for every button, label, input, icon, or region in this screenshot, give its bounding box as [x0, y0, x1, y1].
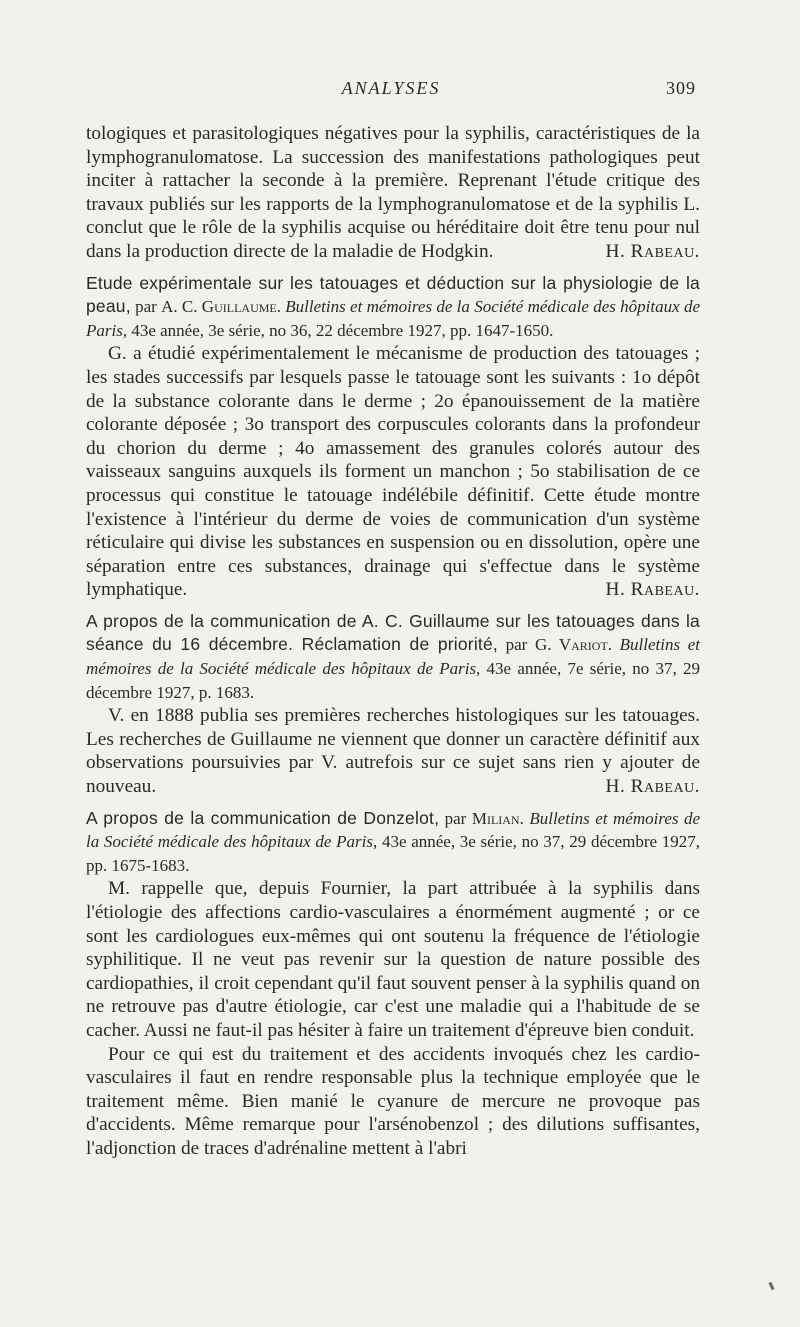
- abstract-body: V. en 1888 publia ses premières recherches histologiques sur les tatouages. Les recherches de Guillaume ne viennent que donner un caractère définitif aux observations poursuivies par V. autrefois sur ce sujet sans rien y ajouter de nouveau.: [86, 705, 700, 798]
- abstract-body-continued: Pour ce qui est du traitement et des accidents invoqués chez les cardio-vasculaires il faut en rendre responsable plus la technique employée que le traitement même. Bien manié le cyanure de mercure ne provoque pas d'accidents. Même remarque pour l'arsénobenzol ; des dilutions suffisantes, l'adjonction de traces d'adrénaline mettent à l'abri: [86, 1043, 700, 1159]
- article-reference: [86, 807, 700, 878]
- reviewer-signature: H. Rabeau.: [605, 579, 700, 601]
- article-title: A propos de la communication de A. C. Guillaume sur les tatouages dans la séance du 16 décembre. Réclamation de priorité,: [86, 610, 700, 655]
- abstract-body: M. rappelle que, depuis Fournier, la part attribuée à la syphilis dans l'étiologie des affections cardio-vasculaires a énormément augmenté ; or ce sont les cardiologues eux-mêmes qui ont soutenu la fréquence de l'étiologie syphilitique. Il ne veut pas revenir sur la question de nature possible des cardiopathies, il croit cependant qu'il faut souvent penser à la syphilis quand on ne retrouve pas d'autre étiologie, car c'est une maladie qui a l'habitude de se cacher. Aussi ne faut-il pas hésiter à faire un traitement d'épreuve bien conduit.: [86, 878, 700, 1041]
- abstract-body: G. a étudié expérimentalement le mécanisme de production des tatouages ; les stades successifs par lesquels passe le tatouage sont les suivants : 1o dépôt de la substance colorante dans le derme ; 2o épanouissement de la matière colorante déposée ; 3o transport des corpuscules colorants dans la profondeur du chorion du derme ; 4o amassement des granules colorés autour des vaisseaux sanguins auxquels ils forment un manchon ; 5o stabilisation de ce processus qui constitue le tatouage indélébile définitif. Cette étude montre l'existence à l'intérieur du derme de voies de communication d'un système réticulaire qui divise les substances en suspension ou en dissolution, opère une séparation entre ces substances, drainage qui s'effectue dans le système lymphatique.: [86, 343, 700, 601]
- journal-citation: 43e année, 3e série, no 36, 22 décembre 1927, pp. 1647-1650.: [131, 320, 554, 340]
- running-title: ANALYSES: [341, 78, 441, 98]
- journal-citation: 43e année, 7e série, no 37, 29 décembre 1927, p. 1683.: [86, 659, 700, 702]
- article-reference: [86, 272, 700, 343]
- margin-mark: [768, 1282, 774, 1291]
- page-number: 309: [666, 78, 696, 98]
- article-author: A. C. Guillaume.: [161, 297, 281, 317]
- abstract-text: [86, 342, 700, 602]
- abstract-entry-tatouages: [86, 272, 700, 610]
- abstract-text: [86, 1043, 700, 1161]
- reviewer-signature: H. Rabeau.: [605, 776, 700, 798]
- article-title: Etude expérimentale sur les tatouages et déduction sur la physiologie de la peau,: [86, 272, 700, 317]
- article-author: G. Variot.: [534, 635, 613, 655]
- journal-citation: 43e année, 3e série, no 37, 29 décembre 1927, pp. 1675-1683.: [86, 832, 701, 875]
- abstract-text: [86, 704, 700, 798]
- continued-text: tologiques et parasitologiques négatives pour la syphilis, caractéristiques de la lymphogranulomatose. La succession des manifestations pathologiques peut inciter à rattacher la seconde à la première. Reprenant l'étude critique des travaux publiés sur les rapports de la lymphogranulomatose et de la syphilis L. conclut que le rôle de la syphilis acquise ou héréditaire doit être tenu pour nul dans la production directe de la maladie de Hodgkin.: [86, 123, 700, 262]
- by-word: par: [505, 635, 528, 655]
- abstract-entry-donzelot: [86, 807, 700, 1161]
- article-reference: [86, 610, 700, 704]
- by-word: par: [444, 808, 467, 828]
- article-title: A propos de la communication de Donzelot,: [86, 807, 440, 828]
- journal-name: Bulletins et mémoires de la Société médicale des hôpitaux de Paris,: [86, 635, 701, 679]
- page-header: [86, 78, 696, 108]
- abstract-entry-priorite: [86, 610, 700, 807]
- abstract-text: [86, 877, 700, 1042]
- article-author: Milian.: [471, 808, 524, 828]
- reviewer-signature: H. Rabeau.: [605, 240, 700, 262]
- continued-paragraph: [86, 122, 700, 264]
- journal-name: Bulletins et mémoires de la Société médicale des hôpitaux de Paris,: [86, 297, 701, 340]
- page-body: [86, 122, 700, 1161]
- by-word: par: [135, 297, 157, 317]
- journal-name: Bulletins et mémoires de la Société médicale des hôpitaux de Paris,: [86, 808, 701, 852]
